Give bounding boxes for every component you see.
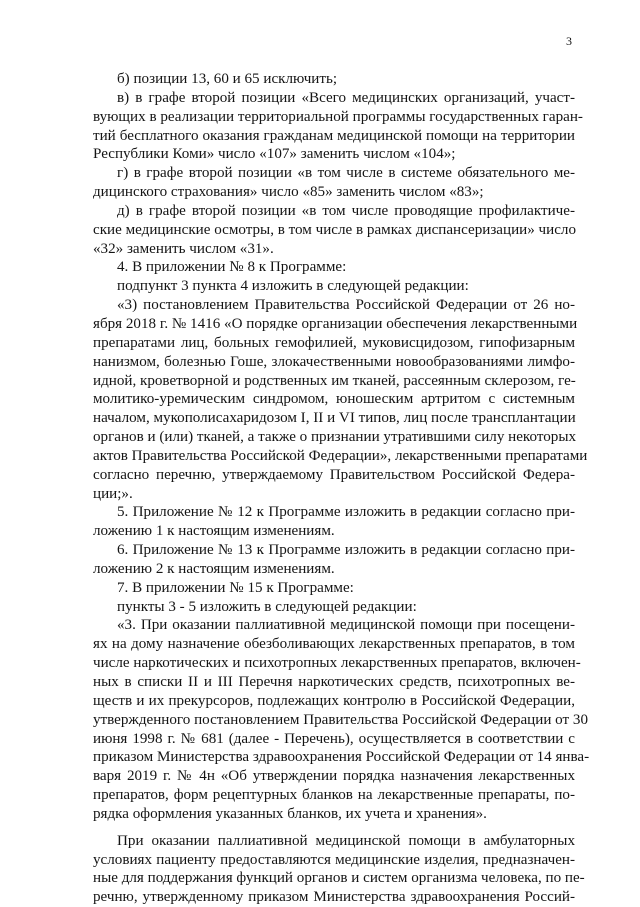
text-line: вующих в реализации территориальной программы государственных гаран- <box>93 108 583 125</box>
text-line: «3) постановлением Правительства Российской Федерации от 26 но- <box>117 297 575 314</box>
text-line: 4. В приложении № 8 к Программе: <box>117 259 347 276</box>
text-line: пункты 3 - 5 изложить в следующей редакции: <box>117 598 417 615</box>
text-line: приказом Министерства здравоохранения Российской Федерации от 14 янва- <box>93 749 590 766</box>
text-line: органов и (или) тканей, а также о признании утратившими силу некоторых <box>93 429 577 446</box>
text-line: 6. Приложение № 13 к Программе изложить в редакции согласно при- <box>117 542 575 559</box>
text-line: условиях пациенту предоставляются медицинские изделия, предназначен- <box>93 851 575 868</box>
text-line: препаратами лиц, больных гемофилией, муковисцидозом, гипофизарным <box>93 334 575 351</box>
text-line: б) позиции 13, 60 и 65 исключить; <box>117 71 338 87</box>
text-line: «32» заменить числом «31». <box>93 240 274 257</box>
text-line: ях на дому назначение обезболивающих лекарственных препаратов, в том <box>93 636 575 653</box>
text-line: ские медицинские осмотры, в том числе в рамках диспансеризации» число <box>93 221 576 238</box>
paragraph <box>93 89 583 164</box>
text-line: ных в списки II и III Перечня наркотических средств, психотропных ве- <box>93 674 575 690</box>
text-line: ложению 1 к настоящим изменениям. <box>93 523 335 540</box>
text-line: «3. При оказании паллиативной медицинской помощи при посещени- <box>117 617 575 634</box>
paragraph <box>93 579 575 598</box>
text-line: актов Правительства Российской Федерации», лекарственными препаратами <box>93 447 588 464</box>
text-line: нанизмом, болезнью Гоше, злокачественными новообразованиями лимфо- <box>93 353 575 370</box>
text-line: ществ и их прекурсоров, подлежащих контролю в Российской Федерации, <box>93 692 575 709</box>
text-line: д) в графе второй позиции «в том числе проводящие профилактиче- <box>117 202 575 219</box>
text-line: согласно перечню, утверждаемому Правительством Российской Федера- <box>93 466 575 483</box>
paragraph <box>93 296 588 503</box>
paragraph <box>93 202 575 259</box>
paragraph <box>93 164 575 202</box>
text-line: в) в графе второй позиции «Всего медицинских организаций, участ- <box>117 89 575 106</box>
text-line: г) в графе второй позиции «в том числе в системе обязательного ме- <box>117 165 575 182</box>
text-line: При оказании паллиативной медицинской помощи в амбулаторных <box>117 832 575 849</box>
text-line: числе наркотических и психотропных лекарственных препаратов, включен- <box>93 655 581 672</box>
text-line: подпункт 3 пункта 4 изложить в следующей редакции: <box>117 278 469 295</box>
text-line: варя 2019 г. № 4н «Об утверждении порядка назначения лекарственных <box>93 768 575 785</box>
paragraph <box>93 258 575 277</box>
text-line: молитико-уремическим синдромом, юношеским артритом с системным <box>93 391 575 408</box>
text-line: утвержденного постановлением Правительства Российской Федерации от 30 <box>93 711 588 728</box>
text-line: ные для поддержания функций органов и систем организма человека, по пе- <box>93 870 585 887</box>
paragraph <box>93 541 575 579</box>
text-line: июня 1998 г. № 681 (далее - Перечень), осуществляется в соответствии с <box>93 730 575 747</box>
text-line: ции;». <box>93 485 133 502</box>
text-line: ложению 2 к настоящим изменениям. <box>93 560 335 577</box>
paragraph <box>93 616 590 823</box>
text-line: дицинского страхования» число «85» заменить числом «83»; <box>93 184 484 201</box>
page-number: 3 <box>566 34 572 48</box>
text-line: началом, мукополисахаридозом I, II и VI типов, лиц после трансплантации <box>93 410 576 427</box>
text-line: тий бесплатного оказания гражданам медицинской помощи на территории <box>93 127 575 144</box>
paragraph <box>93 70 575 89</box>
text-line: ября 2018 г. № 1416 «О порядке организации обеспечения лекарственными <box>93 315 578 332</box>
text-line: речню, утвержденному приказом Министерства здравоохранения Россий- <box>93 889 575 906</box>
text-line: 5. Приложение № 12 к Программе изложить в редакции согласно при- <box>117 504 575 521</box>
paragraph <box>93 503 575 541</box>
text-line: 7. В приложении № 15 к Программе: <box>117 579 354 596</box>
text-line: рядка оформления указанных бланков, их учета и хранения». <box>93 805 487 822</box>
paragraph-spacer <box>93 824 575 832</box>
paragraph <box>93 598 575 617</box>
paragraph <box>93 832 585 907</box>
paragraph <box>93 277 575 296</box>
text-line: Республики Коми» число «107» заменить числом «104»; <box>93 146 456 163</box>
text-line: препаратов, форм рецептурных бланков на лекарственные препараты, по- <box>93 787 575 804</box>
text-line: идной, кроветворной и родственных им тканей, рассеянным склерозом, ге- <box>93 372 576 389</box>
document-body <box>93 70 590 907</box>
